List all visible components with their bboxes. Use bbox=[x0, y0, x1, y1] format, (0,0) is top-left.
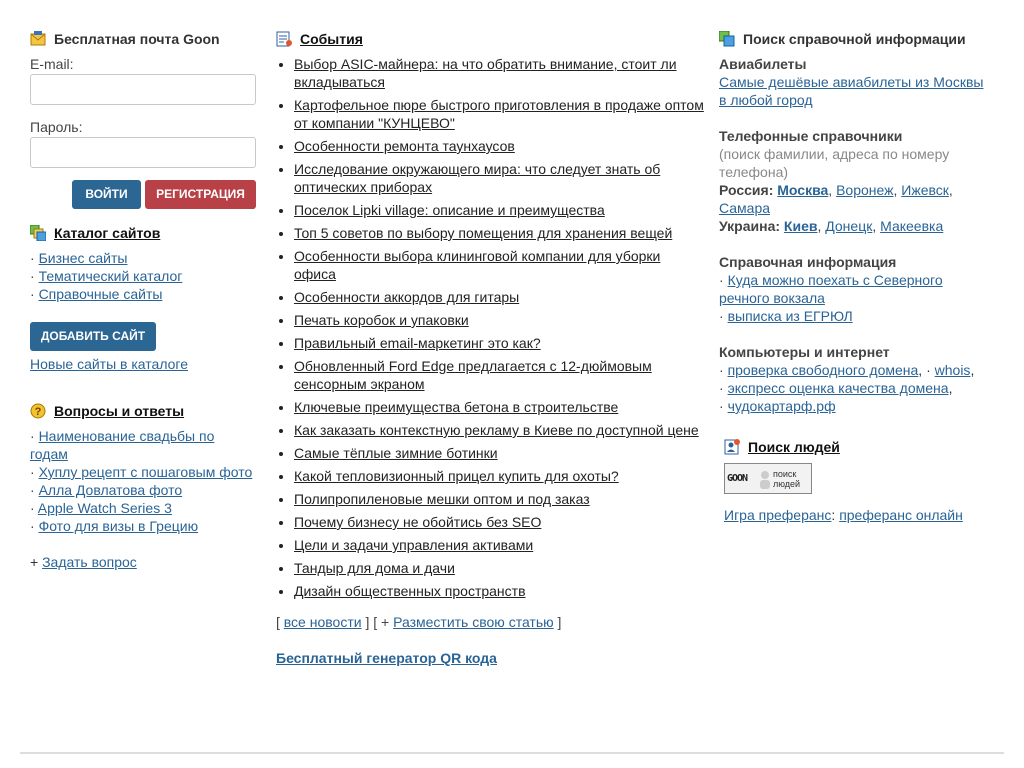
mail-actions bbox=[30, 180, 256, 209]
domain-check-link[interactable]: проверка свободного домена bbox=[727, 362, 919, 378]
list-item bbox=[294, 137, 706, 155]
list-item bbox=[30, 463, 256, 481]
city-link-kiev[interactable]: Киев bbox=[783, 218, 818, 234]
phone-description: (поиск фамилии, адреса по номеру телефона) bbox=[719, 146, 950, 180]
list-item bbox=[719, 271, 994, 307]
city-link[interactable]: Донецк bbox=[825, 218, 873, 234]
login-button[interactable]: ВОЙТИ bbox=[72, 180, 141, 209]
comp-list bbox=[719, 361, 994, 415]
post-article-link[interactable]: Разместить свою статью bbox=[393, 614, 554, 630]
ukraine-label: Украина: bbox=[719, 218, 781, 234]
preferans-row bbox=[724, 506, 994, 524]
open-bracket: [ bbox=[276, 614, 280, 630]
avia-link[interactable]: Самые дешёвые авиабилеты из Москвы в любой город bbox=[719, 74, 984, 108]
event-link[interactable]: Полипропиленовые мешки оптом и под заказ bbox=[294, 491, 590, 507]
event-link[interactable]: Как заказать контекстную рекламу в Киеве по доступной цене bbox=[294, 422, 699, 438]
list-item bbox=[294, 288, 706, 306]
people-section bbox=[719, 438, 994, 524]
list-item bbox=[294, 55, 706, 91]
event-link[interactable]: Особенности аккордов для гитары bbox=[294, 289, 520, 305]
people-search-icon bbox=[724, 439, 740, 455]
events-title[interactable]: События bbox=[300, 31, 363, 47]
events-column bbox=[276, 30, 706, 667]
list-item bbox=[30, 481, 256, 499]
qa-link[interactable]: Хуплу рецепт с пошаговым фото bbox=[38, 464, 253, 480]
catalog-link[interactable]: Справочные сайты bbox=[38, 286, 163, 302]
list-item bbox=[294, 160, 706, 196]
all-news-link[interactable]: все новости bbox=[283, 614, 362, 630]
list-item bbox=[294, 334, 706, 352]
bracket-separator: ] [ + bbox=[365, 614, 390, 630]
event-link[interactable]: Поселок Lipki village: описание и преимущества bbox=[294, 202, 605, 218]
event-link[interactable]: Какой тепловизионный прицел купить для охоты? bbox=[294, 468, 619, 484]
list-item bbox=[30, 499, 256, 517]
catalog-link[interactable]: Бизнес сайты bbox=[38, 250, 128, 266]
info-list bbox=[719, 271, 994, 325]
list-item: · экспресс оценка качества домена, bbox=[719, 379, 994, 397]
banner-text: поиск людей bbox=[773, 468, 801, 489]
info-link[interactable]: Куда можно поехать с Северного речного вокзала bbox=[719, 272, 943, 306]
city-link-moscow[interactable]: Москва bbox=[777, 182, 829, 198]
event-link[interactable]: Особенности выбора клининговой компании для уборки офиса bbox=[294, 248, 661, 282]
mail-header bbox=[30, 30, 256, 48]
list-item bbox=[719, 397, 994, 415]
qa-list bbox=[30, 427, 256, 535]
ask-question-row bbox=[30, 553, 256, 571]
info-link[interactable]: выписка из ЕГРЮЛ bbox=[727, 308, 853, 324]
list-item bbox=[294, 559, 706, 577]
city-link[interactable]: Самара bbox=[719, 200, 771, 216]
list-item bbox=[30, 427, 256, 463]
question-icon bbox=[30, 403, 46, 419]
list-item bbox=[719, 307, 994, 325]
list-item bbox=[294, 467, 706, 485]
email-field[interactable] bbox=[30, 74, 256, 105]
event-link[interactable]: Картофельное пюре быстрого приготовления в продаже оптом от компании "КУНЦЕВО" bbox=[294, 97, 704, 131]
list-item bbox=[294, 311, 706, 329]
list-item: · проверка свободного домена, · whois, bbox=[719, 361, 994, 379]
list-item bbox=[294, 421, 706, 439]
list-item bbox=[30, 267, 256, 285]
qa-link[interactable]: Алла Довлатова фото bbox=[38, 482, 183, 498]
list-item bbox=[294, 490, 706, 508]
new-sites-link[interactable]: Новые сайты в каталоге bbox=[30, 356, 189, 372]
people-title[interactable]: Поиск людей bbox=[748, 439, 840, 455]
event-link[interactable]: Выбор ASIC-майнера: на что обратить внимание, стоит ли вкладываться bbox=[294, 56, 677, 90]
catalog-header bbox=[30, 224, 256, 242]
catalog-link[interactable]: Тематический каталог bbox=[38, 268, 183, 284]
password-field[interactable] bbox=[30, 137, 256, 168]
domain-quality-link[interactable]: экспресс оценка качества домена bbox=[727, 380, 949, 396]
event-link[interactable]: Исследование окружающего мира: что следует знать об оптических приборах bbox=[294, 161, 661, 195]
event-link[interactable]: Особенности ремонта таунхаусов bbox=[294, 138, 515, 154]
avia-title: Авиабилеты bbox=[719, 56, 807, 72]
list-item bbox=[294, 357, 706, 393]
comp-title: Компьютеры и интернет bbox=[719, 344, 890, 360]
events-header bbox=[276, 30, 706, 48]
qa-link[interactable]: Наименование свадьбы по годам bbox=[30, 428, 215, 462]
chudokarta-link[interactable]: чудокартарф.рф bbox=[727, 398, 836, 414]
phone-title: Телефонные справочники bbox=[719, 128, 903, 144]
event-link[interactable]: Дизайн общественных пространств bbox=[294, 583, 526, 599]
footer-divider bbox=[20, 752, 1004, 754]
reference-icon bbox=[719, 31, 735, 47]
whois-link[interactable]: whois bbox=[934, 362, 971, 378]
ukraine-row: Украина: Киев, Донецк, Макеевка bbox=[719, 218, 944, 234]
list-item bbox=[294, 201, 706, 219]
reference-header bbox=[719, 30, 994, 48]
list-item bbox=[30, 249, 256, 267]
qa-header bbox=[30, 402, 256, 420]
password-label: Пароль: bbox=[30, 119, 83, 135]
list-item bbox=[294, 96, 706, 132]
list-item bbox=[294, 536, 706, 554]
add-site-button[interactable]: ДОБАВИТЬ САЙТ bbox=[30, 322, 156, 351]
close-bracket: ] bbox=[557, 614, 562, 630]
event-link[interactable]: Топ 5 советов по выбору помещения для хранения вещей bbox=[294, 225, 673, 241]
qa-link[interactable]: Фото для визы в Грецию bbox=[38, 518, 199, 534]
svg-text:?: ? bbox=[34, 406, 42, 418]
list-item bbox=[294, 444, 706, 462]
person-icon bbox=[759, 469, 771, 489]
event-link[interactable]: Почему бизнесу не обойтись без SEO bbox=[294, 514, 542, 530]
reference-column bbox=[719, 30, 994, 524]
city-link[interactable]: Воронеж bbox=[836, 182, 894, 198]
event-link[interactable]: Обновленный Ford Edge предлагается с 12-дюймовым сенсорным экраном bbox=[294, 358, 652, 392]
preferans-online-link[interactable]: преферанс онлайн bbox=[839, 507, 963, 523]
email-label: E-mail: bbox=[30, 56, 74, 72]
russia-label: Россия: bbox=[719, 182, 774, 198]
mail-icon bbox=[30, 31, 46, 47]
catalog-list bbox=[30, 249, 256, 303]
preferans-game-link[interactable]: Игра преферанс bbox=[724, 507, 832, 523]
info-title: Справочная информация bbox=[719, 254, 897, 270]
mail-title: Бесплатная почта Goon bbox=[54, 31, 220, 47]
events-list bbox=[276, 55, 706, 600]
banner-logo: GOON bbox=[727, 473, 748, 484]
people-search-banner[interactable] bbox=[724, 463, 812, 494]
list-item bbox=[294, 398, 706, 416]
news-links-row bbox=[276, 613, 706, 631]
city-link[interactable]: Ижевск bbox=[901, 182, 949, 198]
list-item bbox=[30, 285, 256, 303]
event-link[interactable]: Печать коробок и упаковки bbox=[294, 312, 469, 328]
catalog-icon bbox=[30, 225, 46, 241]
reference-title: Поиск справочной информации bbox=[743, 31, 966, 47]
ask-prefix: + bbox=[30, 554, 39, 570]
event-link[interactable]: Ключевые преимущества бетона в строительстве bbox=[294, 399, 619, 415]
events-icon bbox=[276, 31, 292, 47]
city-link[interactable]: Макеевка bbox=[880, 218, 944, 234]
event-link[interactable]: Цели и задачи управления активами bbox=[294, 537, 534, 553]
ask-question-link[interactable]: Задать вопрос bbox=[42, 554, 137, 570]
list-item bbox=[294, 513, 706, 531]
left-column bbox=[30, 30, 256, 571]
qr-generator-link[interactable]: Бесплатный генератор QR кода bbox=[276, 650, 497, 666]
people-header bbox=[724, 438, 994, 456]
list-item bbox=[294, 247, 706, 283]
event-link[interactable]: Самые тёплые зимние ботинки bbox=[294, 445, 498, 461]
qa-title[interactable]: Вопросы и ответы bbox=[54, 403, 185, 419]
qa-link[interactable]: Apple Watch Series 3 bbox=[37, 500, 172, 516]
list-item bbox=[294, 224, 706, 242]
list-item bbox=[294, 582, 706, 600]
register-button[interactable]: РЕГИСТРАЦИЯ bbox=[145, 180, 256, 209]
preferans-separator: : bbox=[831, 507, 836, 523]
catalog-title[interactable]: Каталог сайтов bbox=[54, 225, 161, 241]
event-link[interactable]: Правильный email-маркетинг это как? bbox=[294, 335, 541, 351]
russia-row: Россия: Москва, Воронеж, Ижевск, Самара bbox=[719, 182, 953, 216]
event-link[interactable]: Тандыр для дома и дачи bbox=[294, 560, 455, 576]
list-item bbox=[30, 517, 256, 535]
